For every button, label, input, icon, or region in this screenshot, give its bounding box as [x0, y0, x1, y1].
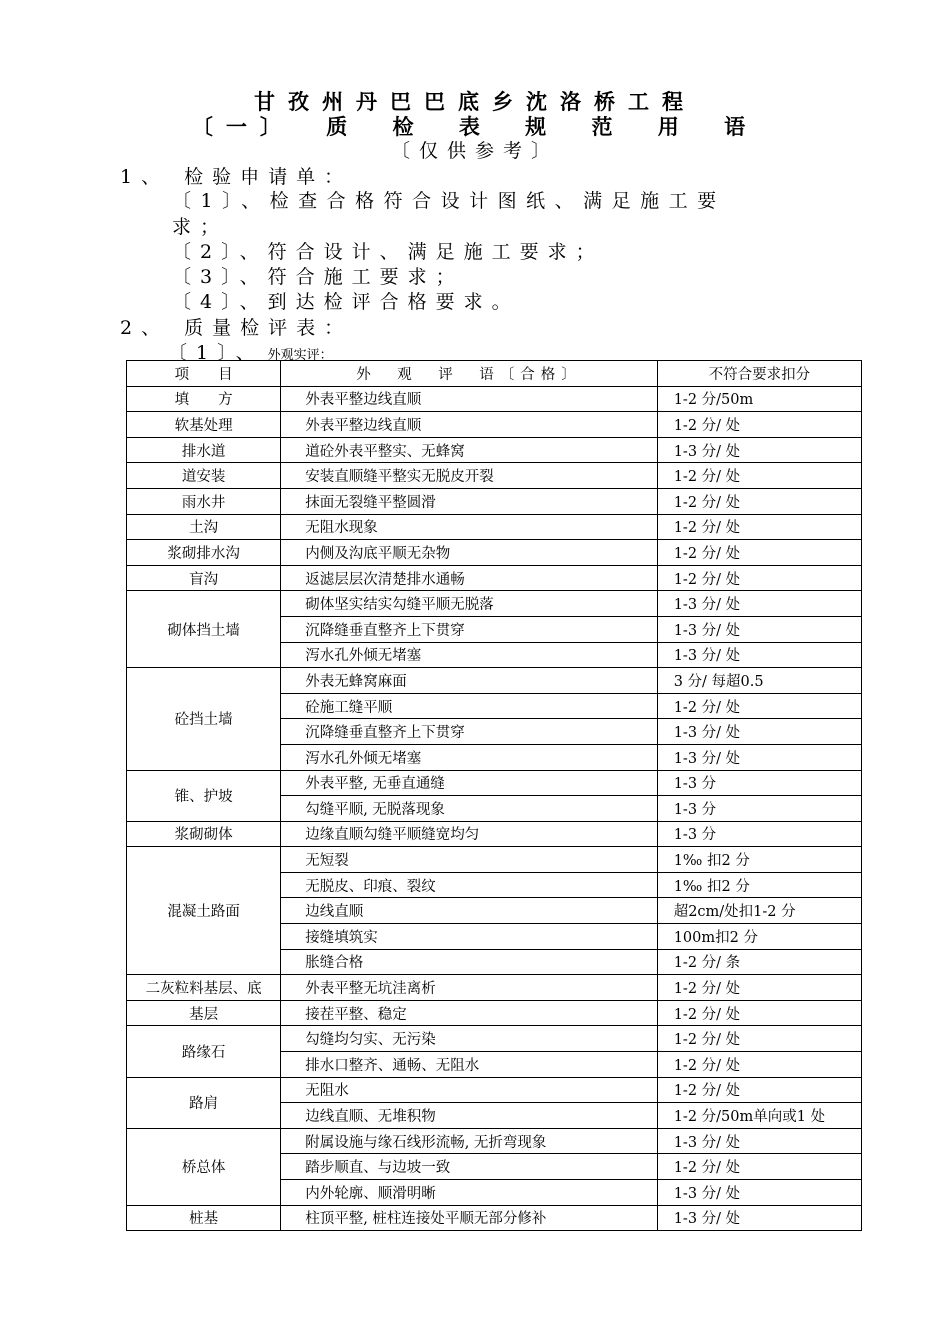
appearance-cell: 外表平整边线直顺 [281, 386, 658, 412]
table-row [127, 540, 862, 566]
deduction-cell: 100m扣2 分 [657, 924, 861, 950]
item-cell: 锥、护坡 [127, 770, 281, 821]
table-row [127, 463, 862, 489]
section-1-item: 〔1〕、检查合格符合设计图纸、满足施工要 [172, 190, 726, 212]
deduction-cell: 1-2 分/ 处 [657, 412, 861, 438]
table-body [127, 386, 862, 1231]
appearance-cell: 砼施工缝平顺 [281, 693, 658, 719]
subheading-number: 〔1〕、 [168, 342, 264, 364]
item-cell: 土沟 [127, 514, 281, 540]
deduction-cell: 1-2 分/ 处 [657, 463, 861, 489]
item-cell: 混凝土路面 [127, 847, 281, 975]
header-item: 项 目 [127, 361, 281, 387]
table-row [127, 975, 862, 1001]
deduction-cell: 1-2 分/ 处 [657, 1026, 861, 1052]
deduction-cell: 1-3 分/ 处 [657, 719, 861, 745]
appearance-cell: 泻水孔外倾无堵塞 [281, 744, 658, 770]
table-row [127, 1077, 862, 1103]
deduction-cell: 1-2 分/ 处 [657, 565, 861, 591]
table-row [127, 514, 862, 540]
table-header-row [127, 361, 862, 387]
table-row [127, 437, 862, 463]
item-cell: 道安装 [127, 463, 281, 489]
appearance-cell: 无脱皮、印痕、裂纹 [281, 872, 658, 898]
appearance-cell: 泻水孔外倾无堵塞 [281, 642, 658, 668]
table-row [127, 847, 862, 873]
deduction-cell: 1-3 分/ 处 [657, 1205, 861, 1231]
table-row [127, 591, 862, 617]
item-cell: 砌体挡土墙 [127, 591, 281, 668]
appearance-cell: 道砼外表平整实、无蜂窝 [281, 437, 658, 463]
appearance-cell: 沉降缝垂直整齐上下贯穿 [281, 616, 658, 642]
deduction-cell: 1-2 分/50m [657, 386, 861, 412]
appearance-cell: 外表平整无坑洼离析 [281, 975, 658, 1001]
appearance-cell: 无短裂 [281, 847, 658, 873]
table-row [127, 1205, 862, 1231]
deduction-cell: 1-2 分/ 处 [657, 488, 861, 514]
quality-evaluation-table [126, 360, 862, 1231]
deduction-cell: 1-3 分/ 处 [657, 437, 861, 463]
appearance-cell: 排水口整齐、通畅、无阻水 [281, 1052, 658, 1078]
deduction-cell: 1-3 分 [657, 796, 861, 822]
appearance-cell: 安装直顺缝平整实无脱皮开裂 [281, 463, 658, 489]
appearance-cell: 勾缝均匀实、无污染 [281, 1026, 658, 1052]
appearance-cell: 无阻水现象 [281, 514, 658, 540]
appearance-cell: 接缝填筑实 [281, 924, 658, 950]
appearance-cell: 踏步顺直、与边坡一致 [281, 1154, 658, 1180]
item-cell: 雨水井 [127, 488, 281, 514]
table-row [127, 1128, 862, 1154]
appearance-cell: 柱顶平整, 桩柱连接处平顺无部分修补 [281, 1205, 658, 1231]
deduction-cell: 1-2 分/ 条 [657, 949, 861, 975]
appearance-cell: 附属设施与缘石线形流畅, 无折弯现象 [281, 1128, 658, 1154]
appearance-cell: 边线直顺、无堆积物 [281, 1103, 658, 1129]
deduction-cell: 1-2 分/ 处 [657, 1077, 861, 1103]
section-1-item: 求； [172, 216, 229, 238]
table-row [127, 668, 862, 694]
table-row [127, 1026, 862, 1052]
table-row [127, 488, 862, 514]
deduction-cell: 1-2 分/ 处 [657, 1000, 861, 1026]
deduction-cell: 1-3 分/ 处 [657, 616, 861, 642]
appearance-cell: 外表平整, 无垂直通缝 [281, 770, 658, 796]
item-cell: 砼挡土墙 [127, 668, 281, 770]
deduction-cell: 1-3 分/ 处 [657, 591, 861, 617]
table-row [127, 1000, 862, 1026]
appearance-cell: 内侧及沟底平顺无杂物 [281, 540, 658, 566]
deduction-cell: 1‰ 扣2 分 [657, 872, 861, 898]
appearance-cell: 胀缝合格 [281, 949, 658, 975]
appearance-cell: 外表平整边线直顺 [281, 412, 658, 438]
deduction-cell: 1-2 分/ 处 [657, 975, 861, 1001]
deduction-cell: 1-2 分/ 处 [657, 1154, 861, 1180]
item-cell: 盲沟 [127, 565, 281, 591]
appearance-cell: 抹面无裂缝平整圆滑 [281, 488, 658, 514]
appearance-cell: 边缘直顺勾缝平顺缝宽均匀 [281, 821, 658, 847]
table-row [127, 821, 862, 847]
header-deduction: 不符合要求扣分 [657, 361, 861, 387]
deduction-cell: 1-3 分/ 处 [657, 1180, 861, 1206]
appearance-cell: 边线直顺 [281, 898, 658, 924]
section-2-heading: 2、 质量检评表： [120, 317, 353, 339]
item-cell: 桩基 [127, 1205, 281, 1231]
document-subtitle: 〔一〕 质 检 表 规 范 用 语 [191, 115, 759, 139]
item-cell: 排水道 [127, 437, 281, 463]
table-row [127, 386, 862, 412]
item-cell: 二灰粒料基层、底 [127, 975, 281, 1001]
appearance-cell: 返滤层层次清楚排水通畅 [281, 565, 658, 591]
appearance-cell: 接茬平整、稳定 [281, 1000, 658, 1026]
appearance-cell: 内外轮廓、顺滑明晰 [281, 1180, 658, 1206]
item-cell: 桥总体 [127, 1128, 281, 1205]
item-cell: 浆砌砌体 [127, 821, 281, 847]
appearance-cell: 无阻水 [281, 1077, 658, 1103]
deduction-cell: 1-2 分/ 处 [657, 514, 861, 540]
item-cell: 填 方 [127, 386, 281, 412]
deduction-cell: 超2cm/处扣1-2 分 [657, 898, 861, 924]
deduction-cell: 1-3 分/ 处 [657, 1128, 861, 1154]
reference-note: 〔仅供参考〕 [390, 140, 559, 162]
deduction-cell: 1-2 分/50m单向或1 处 [657, 1103, 861, 1129]
table-row [127, 565, 862, 591]
appearance-cell: 外表无蜂窝麻面 [281, 668, 658, 694]
item-cell: 基层 [127, 1000, 281, 1026]
deduction-cell: 1-2 分/ 处 [657, 1052, 861, 1078]
subheading-text: 外观实评： [267, 348, 333, 363]
deduction-cell: 1-3 分/ 处 [657, 744, 861, 770]
deduction-cell: 1‰ 扣2 分 [657, 847, 861, 873]
section-1-item: 〔2〕、符合设计、满足施工要求； [172, 241, 604, 263]
table-row [127, 412, 862, 438]
deduction-cell: 1-3 分 [657, 821, 861, 847]
header-appearance: 外 观 评 语〔合格〕 [281, 361, 658, 387]
deduction-cell: 1-3 分 [657, 770, 861, 796]
section-1-item: 〔3〕、符合施工要求； [172, 266, 464, 288]
item-cell: 浆砌排水沟 [127, 540, 281, 566]
deduction-cell: 1-3 分/ 处 [657, 642, 861, 668]
item-cell: 路肩 [127, 1077, 281, 1128]
section-1-item: 〔4〕、到达检评合格要求。 [172, 291, 520, 313]
item-cell: 路缘石 [127, 1026, 281, 1077]
appearance-cell: 沉降缝垂直整齐上下贯穿 [281, 719, 658, 745]
section-1-heading: 1、 检验申请单： [120, 166, 353, 188]
table-row [127, 770, 862, 796]
deduction-cell: 1-2 分/ 处 [657, 693, 861, 719]
item-cell: 软基处理 [127, 412, 281, 438]
deduction-cell: 1-2 分/ 处 [657, 540, 861, 566]
appearance-cell: 勾缝平顺, 无脱落现象 [281, 796, 658, 822]
appearance-cell: 砌体坚实结实勾缝平顺无脱落 [281, 591, 658, 617]
document-title: 甘孜州丹巴巴底乡沈洛桥工程 [254, 90, 696, 114]
deduction-cell: 3 分/ 每超0.5 [657, 668, 861, 694]
